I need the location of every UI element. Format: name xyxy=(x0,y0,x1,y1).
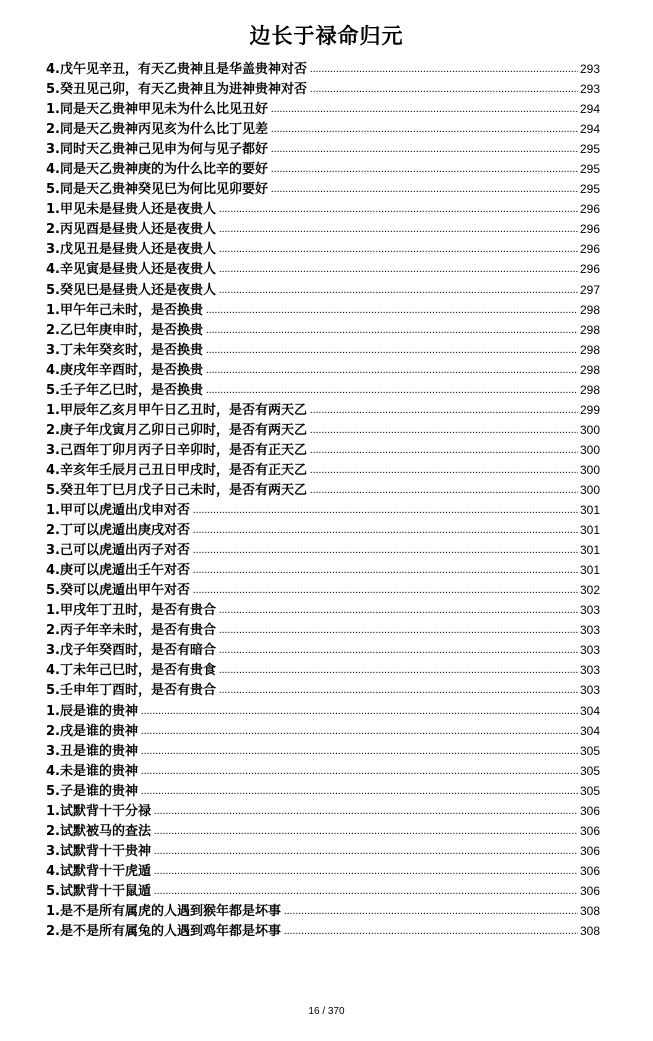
toc-entry-page-number: 300 xyxy=(579,442,600,457)
toc-entry[interactable] xyxy=(46,540,600,560)
toc-entry-page-number: 306 xyxy=(579,863,600,878)
toc-entry-page-number: 303 xyxy=(579,683,600,698)
toc-entry-page-number: 306 xyxy=(579,823,600,838)
toc-entry[interactable] xyxy=(46,821,600,841)
toc-entry-page-number: 300 xyxy=(579,422,600,437)
toc-dot-leader xyxy=(271,120,578,140)
toc-entry-title: 3.丑是谁的贵神 xyxy=(46,743,138,759)
toc-entry-title: 3.己可以虎遁出丙子对否 xyxy=(46,543,190,559)
toc-entry-title: 3.戊子年癸酉时，是否有暗合 xyxy=(46,643,216,659)
toc-dot-leader xyxy=(310,80,578,100)
toc-entry-title: 3.戊见丑是昼贵人还是夜贵人 xyxy=(46,242,216,258)
page-title: 边长于禄命归元 xyxy=(249,24,404,48)
toc-entry[interactable] xyxy=(46,600,600,620)
toc-entry-title: 4.试默背十干虎遁 xyxy=(46,863,151,879)
toc-dot-leader xyxy=(310,401,578,421)
toc-entry[interactable] xyxy=(46,239,600,259)
toc-entry[interactable] xyxy=(46,680,600,700)
toc-entry-page-number: 294 xyxy=(579,122,600,137)
toc-entry-page-number: 303 xyxy=(579,623,600,638)
toc-entry-page-number: 298 xyxy=(579,382,600,397)
toc-dot-leader xyxy=(271,140,578,160)
toc-entry[interactable] xyxy=(46,460,600,480)
toc-entry[interactable] xyxy=(46,861,600,881)
toc-dot-leader xyxy=(206,301,578,321)
toc-entry[interactable] xyxy=(46,520,600,540)
toc-entry-title: 4.辛亥年壬辰月己丑日甲戌时，是否有正天乙 xyxy=(46,462,307,478)
toc-entry-page-number: 295 xyxy=(579,162,600,177)
toc-entry[interactable] xyxy=(46,300,600,320)
toc-dot-leader xyxy=(219,681,578,701)
toc-entry-title: 1.是不是所有属虎的人遇到猴年都是坏事 xyxy=(46,903,281,919)
toc-entry[interactable] xyxy=(46,79,600,99)
toc-entry-page-number: 308 xyxy=(579,903,600,918)
toc-dot-leader xyxy=(219,260,578,280)
toc-entry[interactable] xyxy=(46,881,600,901)
toc-entry[interactable] xyxy=(46,259,600,279)
toc-entry-page-number: 294 xyxy=(579,102,600,117)
toc-entry-page-number: 298 xyxy=(579,362,600,377)
toc-entry[interactable] xyxy=(46,841,600,861)
toc-entry-title: 2.戌是谁的贵神 xyxy=(46,723,138,739)
toc-dot-leader xyxy=(284,922,578,942)
toc-entry-page-number: 305 xyxy=(579,783,600,798)
toc-entry-title: 2.丙见酉是昼贵人还是夜贵人 xyxy=(46,222,216,238)
toc-entry-title: 3.丁未年癸亥时，是否换贵 xyxy=(46,342,203,358)
toc-entry-page-number: 301 xyxy=(579,503,600,518)
toc-entry-title: 2.丙子年辛未时，是否有贵合 xyxy=(46,623,216,639)
toc-entry[interactable] xyxy=(46,199,600,219)
toc-entry-page-number: 295 xyxy=(579,142,600,157)
toc-entry-title: 4.辛见寅是昼贵人还是夜贵人 xyxy=(46,262,216,278)
toc-entry-title: 1.甲午年己未时，是否换贵 xyxy=(46,302,203,318)
toc-entry-page-number: 296 xyxy=(579,222,600,237)
toc-entry-title: 2.庚子年戊寅月乙卯日己卯时，是否有两天乙 xyxy=(46,422,307,438)
toc-entry-page-number: 296 xyxy=(579,202,600,217)
toc-dot-leader xyxy=(141,722,578,742)
page-number: 16 / 370 xyxy=(308,1006,345,1017)
toc-entry[interactable] xyxy=(46,901,600,921)
table-of-contents xyxy=(46,59,600,941)
toc-entry-page-number: 293 xyxy=(579,62,600,76)
toc-dot-leader xyxy=(193,521,578,541)
toc-dot-leader xyxy=(219,661,578,681)
toc-entry-page-number: 306 xyxy=(579,883,600,898)
toc-entry-title: 1.试默背十干分禄 xyxy=(46,803,151,819)
toc-entry-title: 5.癸丑年丁巳月戊子日己未时，是否有两天乙 xyxy=(46,482,307,498)
toc-entry[interactable] xyxy=(46,219,600,239)
toc-entry[interactable] xyxy=(46,340,600,360)
toc-entry[interactable] xyxy=(46,500,600,520)
toc-dot-leader xyxy=(154,802,578,822)
toc-entry-page-number: 302 xyxy=(579,583,600,598)
toc-entry-title: 2.丁可以虎遁出庚戌对否 xyxy=(46,523,190,539)
toc-dot-leader xyxy=(154,862,578,882)
toc-entry-page-number: 308 xyxy=(579,924,600,939)
toc-entry-title: 3.同时天乙贵神己见申为何与见子都好 xyxy=(46,142,268,158)
toc-entry-title: 5.壬申年丁酉时，是否有贵合 xyxy=(46,683,216,699)
toc-dot-leader xyxy=(219,200,578,220)
toc-dot-leader xyxy=(206,361,578,381)
toc-entry-page-number: 300 xyxy=(579,462,600,477)
toc-entry[interactable] xyxy=(46,701,600,721)
toc-entry-page-number: 298 xyxy=(579,322,600,337)
toc-dot-leader xyxy=(193,581,578,601)
toc-entry-page-number: 306 xyxy=(579,803,600,818)
toc-entry-title: 2.同是天乙贵神丙见亥为什么比丁见差 xyxy=(46,122,268,138)
toc-entry[interactable] xyxy=(46,320,600,340)
toc-entry[interactable] xyxy=(46,560,600,580)
toc-dot-leader xyxy=(154,822,578,842)
toc-entry-title: 2.试默被马的查法 xyxy=(46,823,151,839)
toc-dot-leader xyxy=(310,461,578,481)
toc-entry-title: 1.辰是谁的贵神 xyxy=(46,703,138,719)
toc-entry[interactable] xyxy=(46,781,600,801)
toc-dot-leader xyxy=(193,541,578,561)
toc-dot-leader xyxy=(141,702,578,722)
toc-entry[interactable] xyxy=(46,400,600,420)
toc-dot-leader xyxy=(310,481,578,501)
toc-entry[interactable] xyxy=(46,721,600,741)
toc-dot-leader xyxy=(154,842,578,862)
toc-entry-page-number: 300 xyxy=(579,482,600,497)
toc-entry[interactable] xyxy=(46,640,600,660)
toc-entry[interactable] xyxy=(46,360,600,380)
toc-dot-leader xyxy=(141,782,578,802)
toc-entry-page-number: 306 xyxy=(579,843,600,858)
toc-entry-page-number: 301 xyxy=(579,543,600,558)
toc-entry-title: 5.癸可以虎遁出甲午对否 xyxy=(46,583,190,599)
toc-entry-title: 4.戊午见辛丑，有天乙贵神且是华盖贵神对否 xyxy=(46,62,307,77)
toc-entry-page-number: 303 xyxy=(579,603,600,618)
toc-entry[interactable] xyxy=(46,59,600,79)
toc-entry-title: 1.甲可以虎遁出戊申对否 xyxy=(46,503,190,519)
toc-entry-title: 4.同是天乙贵神庚的为什么比辛的要好 xyxy=(46,162,268,178)
toc-entry-title: 3.试默背十干贵神 xyxy=(46,843,151,859)
toc-entry-title: 5.癸见巳是昼贵人还是夜贵人 xyxy=(46,282,216,298)
toc-entry[interactable] xyxy=(46,280,600,300)
toc-entry-title: 3.己酉年丁卯月丙子日辛卯时，是否有正天乙 xyxy=(46,442,307,458)
toc-entry[interactable] xyxy=(46,580,600,600)
toc-dot-leader xyxy=(310,441,578,461)
toc-entry-title: 4.丁未年己巳时，是否有贵食 xyxy=(46,663,216,679)
toc-dot-leader xyxy=(271,180,578,200)
toc-entry[interactable] xyxy=(46,921,600,941)
toc-entry-page-number: 301 xyxy=(579,563,600,578)
toc-entry-title: 5.子是谁的贵神 xyxy=(46,783,138,799)
toc-dot-leader xyxy=(141,762,578,782)
toc-dot-leader xyxy=(219,240,578,260)
toc-entry[interactable] xyxy=(46,159,600,179)
toc-dot-leader xyxy=(141,742,578,762)
toc-entry-page-number: 298 xyxy=(579,302,600,317)
toc-entry-page-number: 296 xyxy=(579,242,600,257)
toc-entry[interactable] xyxy=(46,761,600,781)
toc-entry[interactable] xyxy=(46,119,600,139)
toc-dot-leader xyxy=(193,501,578,521)
toc-entry-page-number: 303 xyxy=(579,663,600,678)
toc-entry[interactable] xyxy=(46,741,600,761)
toc-dot-leader xyxy=(310,421,578,441)
toc-entry-title: 2.是不是所有属兔的人遇到鸡年都是坏事 xyxy=(46,924,281,940)
toc-dot-leader xyxy=(271,160,578,180)
toc-dot-leader xyxy=(206,341,578,361)
toc-entry-page-number: 299 xyxy=(579,402,600,417)
toc-entry-page-number: 305 xyxy=(579,743,600,758)
toc-entry[interactable] xyxy=(46,480,600,500)
toc-entry-title: 4.未是谁的贵神 xyxy=(46,763,138,779)
toc-entry-page-number: 303 xyxy=(579,643,600,658)
toc-entry-title: 1.甲戌年丁丑时，是否有贵合 xyxy=(46,603,216,619)
toc-dot-leader xyxy=(310,60,578,80)
toc-entry-page-number: 304 xyxy=(579,703,600,718)
toc-entry-page-number: 301 xyxy=(579,523,600,538)
toc-entry[interactable] xyxy=(46,179,600,199)
toc-entry[interactable] xyxy=(46,139,600,159)
toc-entry-page-number: 296 xyxy=(579,262,600,277)
toc-entry-title: 5.试默背十干鼠遁 xyxy=(46,883,151,899)
toc-dot-leader xyxy=(271,100,578,120)
toc-dot-leader xyxy=(284,902,578,922)
toc-entry-title: 4.庚可以虎遁出壬午对否 xyxy=(46,563,190,579)
toc-entry[interactable] xyxy=(46,420,600,440)
toc-entry-title: 1.同是天乙贵神甲见未为什么比见丑好 xyxy=(46,102,268,118)
toc-dot-leader xyxy=(154,882,578,902)
toc-entry[interactable] xyxy=(46,620,600,640)
toc-entry[interactable] xyxy=(46,440,600,460)
toc-dot-leader xyxy=(206,381,578,401)
toc-entry-page-number: 304 xyxy=(579,723,600,738)
toc-entry-page-number: 293 xyxy=(579,82,600,97)
toc-entry-title: 5.壬子年乙巳时，是否换贵 xyxy=(46,382,203,398)
toc-entry-title: 2.乙巳年庚申时，是否换贵 xyxy=(46,322,203,338)
toc-entry[interactable] xyxy=(46,801,600,821)
toc-dot-leader xyxy=(193,561,578,581)
toc-entry-title: 5.癸丑见己卯，有天乙贵神且为进神贵神对否 xyxy=(46,82,307,98)
toc-dot-leader xyxy=(219,601,578,621)
toc-entry[interactable] xyxy=(46,380,600,400)
toc-dot-leader xyxy=(219,641,578,661)
toc-entry-title: 5.同是天乙贵神癸见巳为何比见卯要好 xyxy=(46,182,268,198)
toc-entry-title: 4.庚戌年辛酉时，是否换贵 xyxy=(46,362,203,378)
toc-entry-page-number: 298 xyxy=(579,342,600,357)
toc-entry-page-number: 297 xyxy=(579,282,600,297)
toc-entry-title: 1.甲见未是昼贵人还是夜贵人 xyxy=(46,202,216,218)
toc-entry[interactable] xyxy=(46,660,600,680)
toc-dot-leader xyxy=(206,321,578,341)
toc-dot-leader xyxy=(219,220,578,240)
toc-dot-leader xyxy=(219,621,578,641)
toc-entry-title: 1.甲辰年乙亥月甲午日乙丑时，是否有两天乙 xyxy=(46,402,307,418)
toc-dot-leader xyxy=(219,281,578,301)
toc-entry-page-number: 295 xyxy=(579,182,600,197)
toc-entry-page-number: 305 xyxy=(579,763,600,778)
toc-entry[interactable] xyxy=(46,99,600,119)
